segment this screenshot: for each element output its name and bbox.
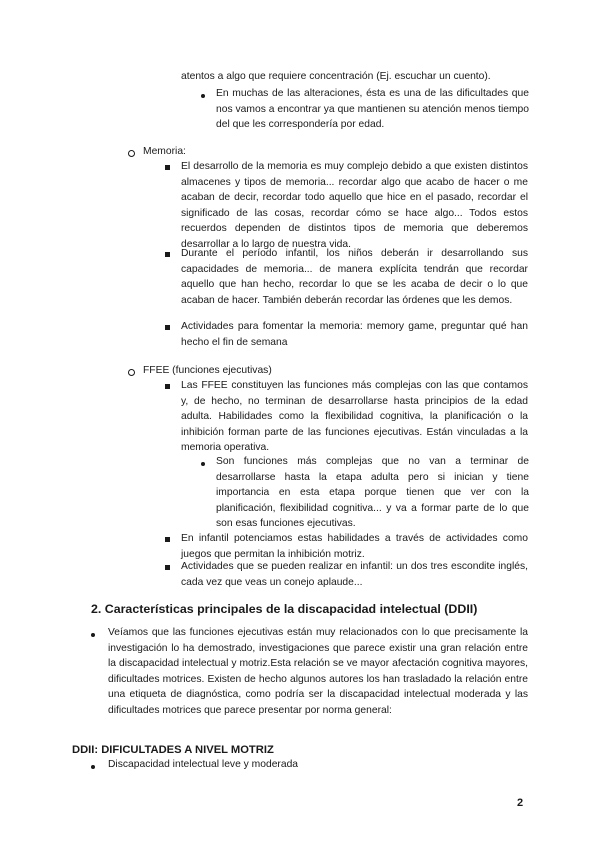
memoria-label: Memoria: [143, 146, 186, 157]
ffee-item-1: Las FFEE constituyen las funciones más complejas con las que contamos y, de hecho, no terminan de desarrollarse hasta principios de la edad adulta. Habilidades como la flexibilidad cognitiva, la planificación o la inhibición forman parte de las funciones ejecutivas. Están vinculadas a la memoria operativa. [181, 380, 528, 454]
bullet-dot [91, 765, 95, 769]
section-2-paragraph: Veíamos que las funciones ejecutivas están muy relacionados con lo que precisamente la investigación lo ha demostrado, investigaciones que parece existir una gran relación entre la discapacidad intelectual y motriz.Esta relación se ve mayor afectación cognitiva mayores, dificultades motrices. Existen de hecho algunos autores los han trasladado la relación entre una etiqueta de diagnóstica, como podría ser la discapacidad intelectual moderada y las dificultades motrices que parece presentar por norma general: [108, 627, 528, 716]
memoria-item-3: Actividades para fomentar la memoria: memory game, preguntar qué han hecho el fin de semana [181, 321, 528, 348]
attention-continuation: atentos a algo que requiere concentración (Ej. escuchar un cuento). [181, 71, 491, 82]
ddii-item: Discapacidad intelectual leve y moderada [108, 759, 299, 770]
square-bullet [165, 252, 170, 257]
attention-sub-bullet: En muchas de las alteraciones, ésta es una de las dificultades que nos vamos a encontrar ya que mantienen su atención menos tiempo del que les correspondería por edad. [216, 88, 529, 131]
ffee-item-2: En infantil potenciamos estas habilidades a través de actividades como juegos que permitan la inhibición motriz. [181, 533, 528, 560]
ddii-heading: DDII: DIFICULTADES A NIVEL MOTRIZ [72, 744, 274, 756]
square-bullet [165, 384, 170, 389]
section-heading: 2. Características principales de la discapacidad intelectual (DDII) [91, 602, 478, 616]
square-bullet [165, 537, 170, 542]
page-number: 2 [517, 797, 524, 809]
sub-bullet-dot [201, 462, 205, 466]
memoria-bullet-circle [128, 150, 135, 157]
square-bullet [165, 325, 170, 330]
memoria-item-2: Durante el período infantil, los niños deberán ir desarrollando sus capacidades de memoria... de manera explícita tendrán que recordar aquello que han hecho, recordar lo que se les acaba de decir o lo que acaban de hacer. También deberán recordar las órdenes que les demos. [181, 248, 528, 306]
bullet-dot [91, 633, 95, 637]
ffee-sub-bullet: Son funciones más complejas que no van a terminar de desarrollarse hasta la etapa adulta pero si inician y tiene importancia en esta etapa porque tienen que ver con la planificación, flexibilidad cognitiva... y va a formar parte de lo que son esas funciones ejecutivas. [216, 456, 529, 530]
sub-bullet-dot [201, 94, 205, 98]
square-bullet [165, 165, 170, 170]
ffee-item-3: Actividades que se pueden realizar en infantil: un dos tres escondite inglés, cada vez que veas un conejo aplaude... [181, 561, 528, 588]
square-bullet [165, 565, 170, 570]
ffee-bullet-circle [128, 369, 135, 376]
ffee-label: FFEE (funciones ejecutivas) [143, 365, 272, 376]
memoria-item-1: El desarrollo de la memoria es muy complejo debido a que existen distintos almacenes y tipos de memoria... recordar algo que acabo de hacer o me acaban de decir, recordar todo aquello que hice en el pasado, recordar el significado de las cosas, recordar cómo se hace algo... Todos estos recuerdos dependen de distintos tipos de memoria que deberemos desarrollar a lo largo de nuestra vida. [181, 161, 528, 250]
